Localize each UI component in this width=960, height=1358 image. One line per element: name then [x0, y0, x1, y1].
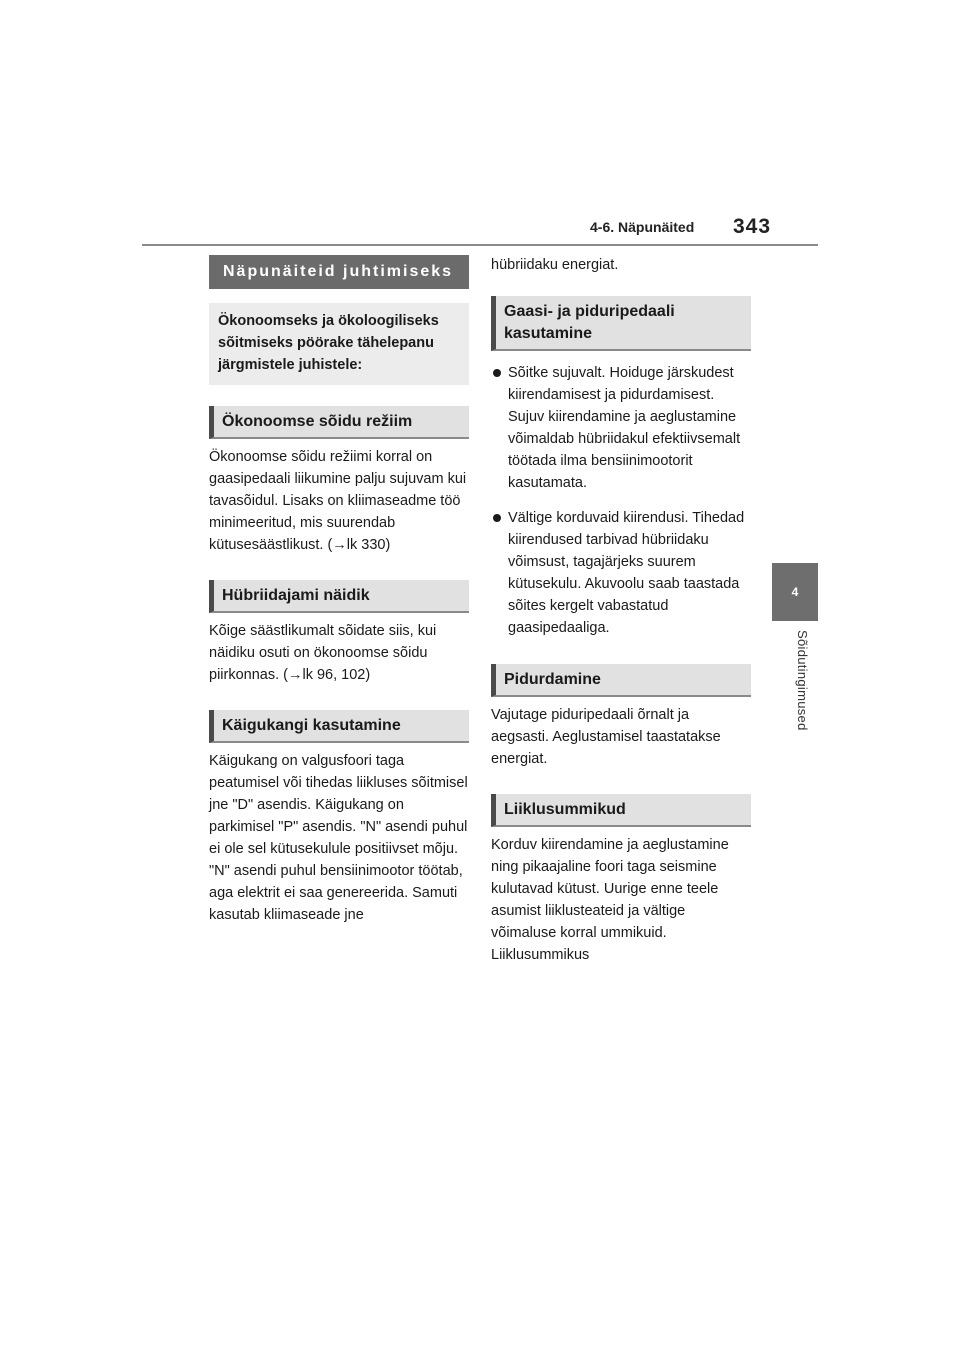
right-column: [491, 255, 751, 966]
paragraph-hybrid-indicator: Kõige säästlikumalt sõidate siis, kui näidiku osuti on ökonoomse sõidu piirkonnas. (→lk 96, 102): [209, 623, 437, 683]
heading-eco-mode: Ökonoomse sõidu režiim: [209, 406, 469, 439]
heading-gear-lever: Käigukangi kasutamine: [209, 710, 469, 743]
chapter-tab[interactable]: [772, 563, 818, 621]
chapter-title-vertical: Sõidutingimused: [795, 630, 810, 731]
heading-traffic: Liiklusummikud: [491, 794, 751, 827]
header-divider: [142, 244, 818, 246]
heading-braking: Pidurdamine: [491, 664, 751, 697]
paragraph-gear-lever: Käigukang on valgusfoori taga peatumisel või tihedas liikluses sõitmisel jne "D" asendis. Käigukang on parkimisel "P" asendis. "N" asendi puhul ei ole sel kütusekulule positiivset mõju. "N" asendi puhul bensiinimootor töötab, aga elektrit ei saa genereerida. Samuti kasutab kliimaseade jne: [209, 753, 468, 923]
paragraph-continuation: hübriidaku energiat.: [491, 257, 619, 273]
section-label: 4-6. Näpunäited: [590, 219, 695, 235]
left-column: [209, 255, 469, 926]
heading-hybrid-indicator: Hübriidajami näidik: [209, 580, 469, 613]
paragraph-braking: Vajutage piduripedaali õrnalt ja aegsasti. Aeglustamisel taastatakse energiat.: [491, 707, 721, 767]
pedals-bullet-list: [491, 362, 751, 639]
bullet-item: Vältige korduvaid kiirendusi. Tihedad kiirendused tarbivad hübriidaku võimsust, tagajärjeks suurem kütusekulu. Akuvoolu saab taastada sõites kergelt vabastatud gaasipedaaliga.: [491, 507, 751, 639]
main-banner: Näpunäiteid juhtimiseks: [209, 255, 469, 289]
chapter-number: 4: [791, 585, 799, 599]
intro-box: Ökonoomseks ja ökoloogiliseks sõitmiseks pöörake tähelepanu järgmistele juhistele:: [209, 303, 469, 385]
paragraph-traffic: Korduv kiirendamine ja aeglustamine ning pikaajaline foori taga seismine kulutavad kütust. Uurige enne teele asumist liiklusteateid ja vältige võimaluse korral ummikuid. Liiklusummikus: [491, 837, 729, 963]
bullet-item: Sõitke sujuvalt. Hoiduge järskudest kiirendamisest ja pidurdamisest. Sujuv kiirendamine ja aeglustamine võimaldab hübriidakul efektiivsemalt töötada ilma bensiinimootorit kasutamata.: [491, 362, 751, 494]
page-number: 343: [733, 215, 772, 238]
heading-pedals: Gaasi- ja piduripedaali kasutamine: [491, 296, 751, 351]
paragraph-eco-mode: Ökonoomse sõidu režiimi korral on gaasipedaali liikumine palju sujuvam kui tavasõidul. Lisaks on kliimaseadme töö minimeeritud, mis suurendab kütusesäästlikust. (→lk 330): [209, 449, 467, 553]
